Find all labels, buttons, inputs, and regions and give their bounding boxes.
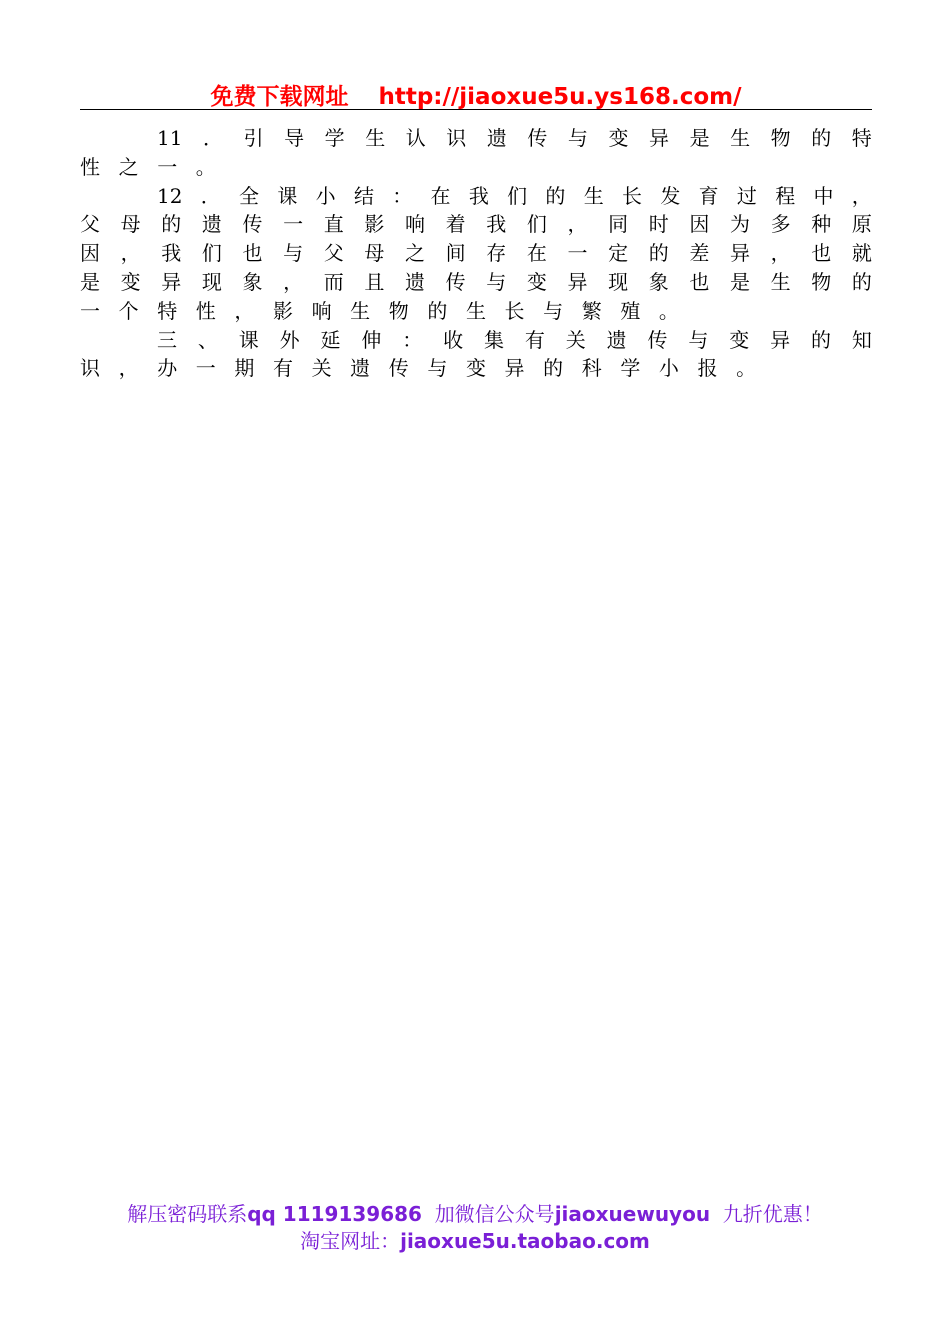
footer-wechat-id: jiaoxuewuyou bbox=[554, 1202, 711, 1226]
paragraph bbox=[80, 326, 872, 384]
text-line: 一 个 特 性 ， 影 响 生 物 的 生 长 与 繁 殖 。 bbox=[80, 298, 679, 323]
header-rule bbox=[80, 109, 872, 110]
footer-taobao-label: 淘宝网址： bbox=[300, 1229, 401, 1253]
text-line: 12 ． 全 课 小 结 ： 在 我 们 的 生 长 发 育 过 程 中 ， bbox=[157, 183, 872, 208]
paragraph bbox=[80, 124, 872, 182]
text-line: 是 变 异 现 象 ， 而 且 遗 传 与 变 异 现 象 也 是 生 物 的 bbox=[80, 269, 872, 294]
footer-contact-line bbox=[0, 1198, 950, 1227]
text-line: 父 母 的 遗 传 一 直 影 响 着 我 们 ， 同 时 因 为 多 种 原 bbox=[80, 212, 872, 237]
text-line: 11 ． 引 导 学 生 认 识 遗 传 与 变 异 是 生 物 的 特 bbox=[157, 126, 872, 150]
header-url-link[interactable]: http://jiaoxue5u.ys168.com/ bbox=[378, 84, 742, 110]
footer-taobao-line bbox=[0, 1225, 950, 1254]
footer-wechat-label: 加微信公众号 bbox=[434, 1202, 555, 1226]
document-body bbox=[80, 124, 872, 383]
text-line: 识 ， 办 一 期 有 关 遗 传 与 变 异 的 科 学 小 报 。 bbox=[80, 356, 757, 381]
header-site-label: 免费下载网址 bbox=[210, 84, 349, 110]
text-line: 因 ， 我 们 也 与 父 母 之 间 存 在 一 定 的 差 异 ， 也 就 bbox=[80, 241, 872, 266]
text-line: 性 之 一 。 bbox=[80, 154, 216, 179]
footer-taobao-link[interactable]: jiaoxue5u.taobao.com bbox=[400, 1229, 650, 1253]
text-line: 三 、 课 外 延 伸 ： 收 集 有 关 遗 传 与 变 异 的 知 bbox=[157, 327, 872, 352]
footer-password-label: 解压密码联系 bbox=[127, 1202, 248, 1226]
footer-discount: 九折优惠！ bbox=[722, 1202, 823, 1226]
footer-qq: qq 1119139686 bbox=[247, 1202, 422, 1226]
paragraph bbox=[80, 182, 872, 326]
download-header bbox=[80, 78, 872, 110]
